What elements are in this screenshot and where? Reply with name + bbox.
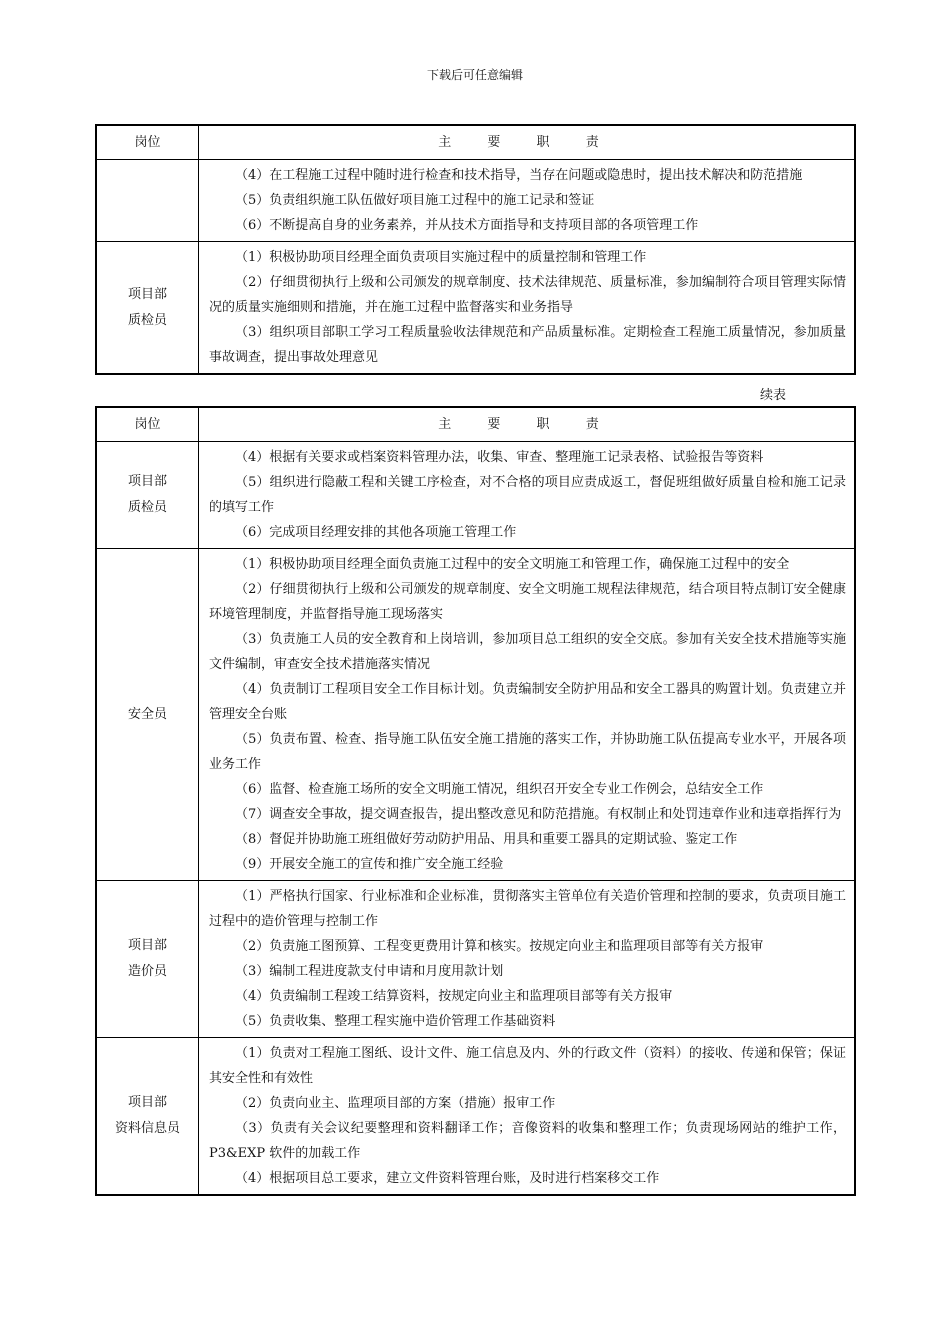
duty-cell xyxy=(199,881,856,1038)
duty-item: （4）负责制订工程项目安全工作目标计划。负责编制安全防护用品和安全工器具的购置计划。负责建立并管理安全台账 xyxy=(209,682,846,722)
page-header-note: 下载后可任意编辑 xyxy=(426,68,523,82)
table-row xyxy=(96,160,855,242)
duty-item: （5）负责组织施工队伍做好项目施工过程中的施工记录和签证 xyxy=(235,193,595,208)
duty-table-2 xyxy=(95,406,856,1196)
post-label: 造价员 xyxy=(127,964,167,979)
post-label: 项目部 xyxy=(127,1095,167,1110)
duty-item: （4）根据有关要求或档案资料管理办法，收集、审查、整理施工记录表格、试验报告等资料 xyxy=(235,450,764,465)
duty-item: （3）组织项目部职工学习工程质量验收法律规范和产品质量标准。定期检查工程施工质量情况，参加质量事故调查，提出事故处理意见 xyxy=(209,325,846,365)
duty-item: （5）负责收集、整理工程实施中造价管理工作基础资料 xyxy=(235,1014,556,1029)
duty-item: （2）负责施工图预算、工程变更费用计算和核实。按规定向业主和监理项目部等有关方报审 xyxy=(235,939,764,954)
duty-item: （4）在工程施工过程中随时进行检查和技术指导，当存在问题或隐患时，提出技术解决和防范措施 xyxy=(235,168,803,183)
duty-item: （5）组织进行隐蔽工程和关键工序检查，对不合格的项目应责成返工，督促班组做好质量自检和施工记录的填写工作 xyxy=(209,475,846,515)
duty-item: （1）严格执行国家、行业标准和企业标准，贯彻落实主管单位有关造价管理和控制的要求，负责项目施工过程中的造价管理与控制工作 xyxy=(209,889,846,929)
duty-item: （7）调查安全事故，提交调查报告，提出整改意见和防范措施。有权制止和处罚违章作业和违章指挥行为 xyxy=(235,807,842,822)
duty-item: （6）监督、检查施工场所的安全文明施工情况，组织召开安全专业工作例会，总结安全工作 xyxy=(235,782,764,797)
table-row xyxy=(96,1038,855,1196)
duty-item: （1）积极协助项目经理全面负责施工过程中的安全文明施工和管理工作，确保施工过程中的安全 xyxy=(235,557,790,572)
duty-cell xyxy=(199,1038,856,1196)
duty-item: （4）负责编制工程竣工结算资料，按规定向业主和监理项目部等有关方报审 xyxy=(235,989,673,1004)
column-header-post: 岗位 xyxy=(96,125,199,160)
duty-cell xyxy=(199,160,856,242)
duty-item: （8）督促并协助施工班组做好劳动防护用品、用具和重要工器具的定期试验、鉴定工作 xyxy=(235,832,738,847)
post-label: 质检员 xyxy=(127,312,167,328)
duty-item: （1）积极协助项目经理全面负责项目实施过程中的质量控制和管理工作 xyxy=(235,250,647,265)
post-label: 项目部 xyxy=(127,938,167,953)
post-cell xyxy=(96,160,199,242)
post-cell xyxy=(96,1038,199,1196)
duty-item: （2）仔细贯彻执行上级和公司颁发的规章制度、技术法律规范、质量标准，参加编制符合项目管理实际情况的质量实施细则和措施，并在施工过程中监督落实和业务指导 xyxy=(209,275,846,315)
duty-cell xyxy=(199,242,856,375)
post-cell xyxy=(96,881,199,1038)
post-label: 项目部 xyxy=(127,286,167,302)
duty-item: （3）编制工程进度款支付申请和月度用款计划 xyxy=(235,964,504,979)
column-header-post: 岗位 xyxy=(96,407,199,442)
duty-item: （4）根据项目总工要求，建立文件资料管理台账，及时进行档案移交工作 xyxy=(235,1171,660,1186)
post-cell xyxy=(96,242,199,375)
duty-table-1 xyxy=(95,124,856,375)
duty-cell xyxy=(199,442,856,549)
duty-item: （3）负责有关会议纪要整理和资料翻译工作；音像资料的收集和整理工作；负责现场网站的维护工作，P3&EXP 软件的加载工作 xyxy=(209,1121,846,1161)
table-row xyxy=(96,881,855,1038)
column-header-duty: 主 要 职 责 xyxy=(199,125,856,160)
duty-item: （2）负责向业主、监理项目部的方案（措施）报审工作 xyxy=(235,1096,556,1111)
column-header-duty: 主 要 职 责 xyxy=(199,407,856,442)
table-row xyxy=(96,549,855,881)
table-header-row xyxy=(96,407,855,442)
post-label: 资料信息员 xyxy=(114,1121,180,1136)
table-row xyxy=(96,242,855,375)
table-row xyxy=(96,442,855,549)
duty-item: （5）负责布置、检查、指导施工队伍安全施工措施的落实工作，并协助施工队伍提高专业水平，开展各项业务工作 xyxy=(209,732,846,772)
post-label: 项目部 xyxy=(127,474,167,489)
post-label: 质检员 xyxy=(127,500,167,515)
duty-item: （9）开展安全施工的宣传和推广安全施工经验 xyxy=(235,857,504,872)
duty-item: （2）仔细贯彻执行上级和公司颁发的规章制度、安全文明施工规程法律规范，结合项目特点制订安全健康环境管理制度，并监督指导施工现场落实 xyxy=(209,582,846,622)
table-header-row xyxy=(96,125,855,160)
duty-item: （3）负责施工人员的安全教育和上岗培训，参加项目总工组织的安全交底。参加有关安全技术措施等实施文件编制，审查安全技术措施落实情况 xyxy=(209,632,846,672)
duty-item: （6）完成项目经理安排的其他各项施工管理工作 xyxy=(235,525,517,540)
post-cell xyxy=(96,442,199,549)
duty-cell xyxy=(199,549,856,881)
post-cell xyxy=(96,549,199,881)
duty-item: （6）不断提高自身的业务素养，并从技术方面指导和支持项目部的各项管理工作 xyxy=(235,218,699,233)
continued-label: 续表 xyxy=(760,388,787,403)
post-label: 安全员 xyxy=(127,706,167,722)
duty-item: （1）负责对工程施工图纸、设计文件、施工信息及内、外的行政文件（资料）的接收、传递和保管；保证其安全性和有效性 xyxy=(209,1046,846,1086)
